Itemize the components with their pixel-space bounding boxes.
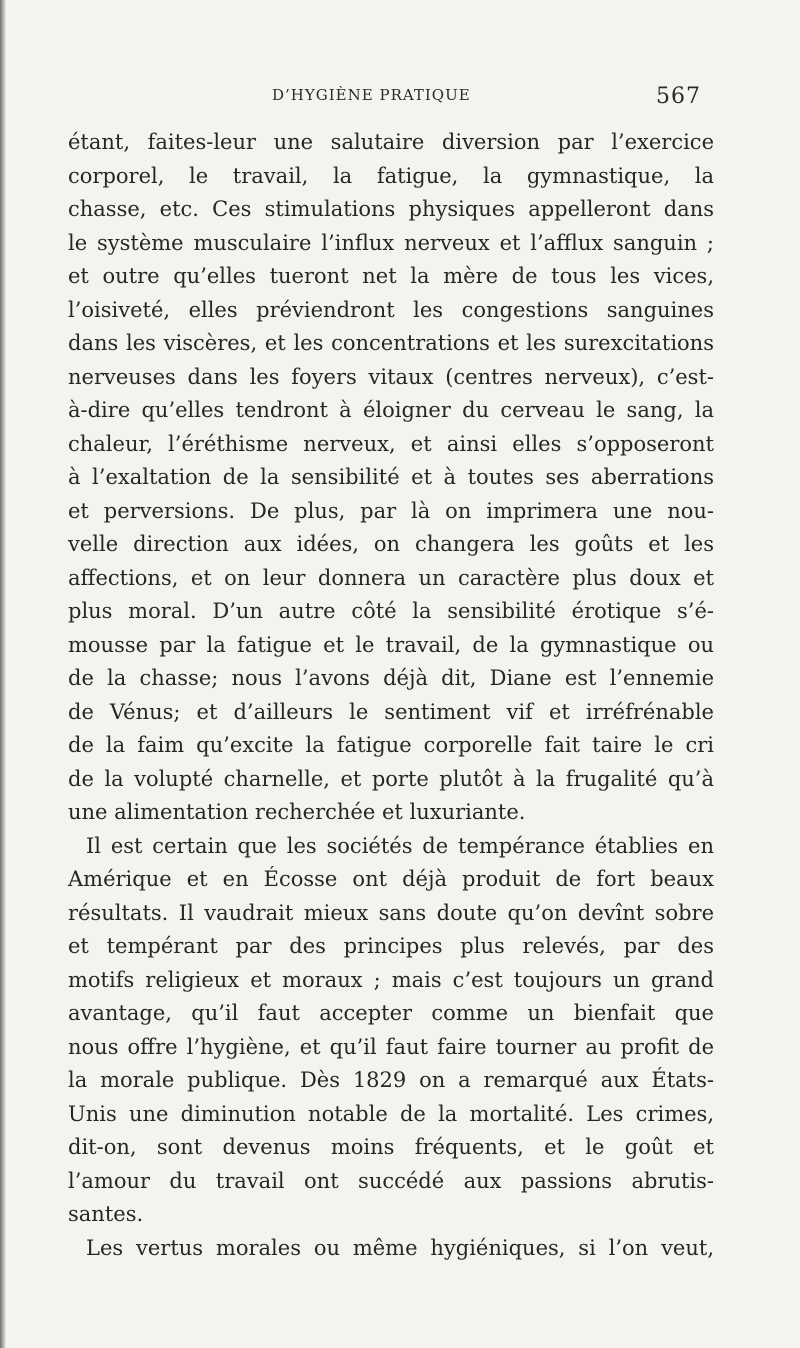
text-line: le système musculaire l’influx nerveux et l’afflux sanguin ; [68,230,714,255]
text-line: la morale publique. Dès 1829 on a remarqué aux États- [68,1068,714,1092]
text-line: nous offre l’hygiène, et qu’il faut faire tourner au profit de [68,1034,714,1059]
running-head: D’HYGIÈNE PRATIQUE [272,86,471,104]
text-line: affections, et on leur donnera un caractère plus doux et [68,565,714,590]
text-line: et perversions. De plus, par là on imprimera une nou- [68,498,714,523]
text-line: de Vénus; et d’ailleurs le sentiment vif et irréfrénable [68,699,714,724]
text-line: Il est certain que les sociétés de tempérance établies en [86,833,714,858]
text-line: mousse par la fatigue et le travail, de la gymnastique ou [68,632,714,657]
text-line: dans les viscères, et les concentrations et les surexcitations [68,331,714,355]
text-line: et tempérant par des principes plus relevés, par des [68,934,714,958]
text-line: l’oisiveté, elles préviendront les congestions sanguines [68,297,714,322]
text-line: corporel, le travail, la fatigue, la gymnastique, la [68,163,714,188]
body-text [68,126,714,1265]
text-line: de la chasse; nous l’avons déjà dit, Diane est l’ennemie [68,666,714,690]
text-line: chaleur, l’éréthisme nerveux, et ainsi elles s’opposeront [68,431,714,456]
text-line: Les vertus morales ou même hygiéniques, si l’on veut, [86,1235,714,1260]
text-line: étant, faites-leur une salutaire diversion par l’exercice [68,130,714,154]
text-line: avantage, qu’il faut accepter comme un bienfait que [68,1001,714,1025]
text-line: à l’exaltation de la sensibilité et à toutes ses aberrations [68,465,714,489]
text-line: chasse, etc. Ces stimulations physiques appelleront dans [68,197,714,221]
text-line: Unis une diminution notable de la mortalité. Les crimes, [68,1101,714,1126]
text-line: et outre qu’elles tueront net la mère de tous les vices, [68,264,714,288]
text-line: de la faim qu’excite la fatigue corporelle fait taire le cri [68,733,714,757]
text-line: plus moral. D’un autre côté la sensibilité érotique s’é- [68,599,714,623]
text-line: de la volupté charnelle, et porte plutôt à la frugalité qu’à [68,766,714,791]
text-line: nerveuses dans les foyers vitaux (centres nerveux), c’est- [68,364,714,389]
page-edge-shadow [0,0,6,1348]
text-line: à-dire qu’elles tendront à éloigner du cerveau le sang, la [68,398,714,422]
page-number: 567 [656,84,701,109]
text-line: une alimentation recherchée et luxuriante. [68,800,526,824]
text-line: santes. [68,1202,144,1226]
text-line: Amérique et en Écosse ont déjà produit de fort beaux [68,867,714,891]
page-header [0,86,800,116]
text-line: motifs religieux et moraux ; mais c’est toujours un grand [68,967,714,992]
text-line: l’amour du travail ont succédé aux passions abrutis- [68,1168,714,1193]
text-line: résultats. Il vaudrait mieux sans doute qu’on devînt sobre [68,900,714,925]
text-line: velle direction aux idées, on changera les goûts et les [68,532,714,556]
text-line: dit-on, sont devenus moins fréquents, et le goût et [68,1135,714,1159]
